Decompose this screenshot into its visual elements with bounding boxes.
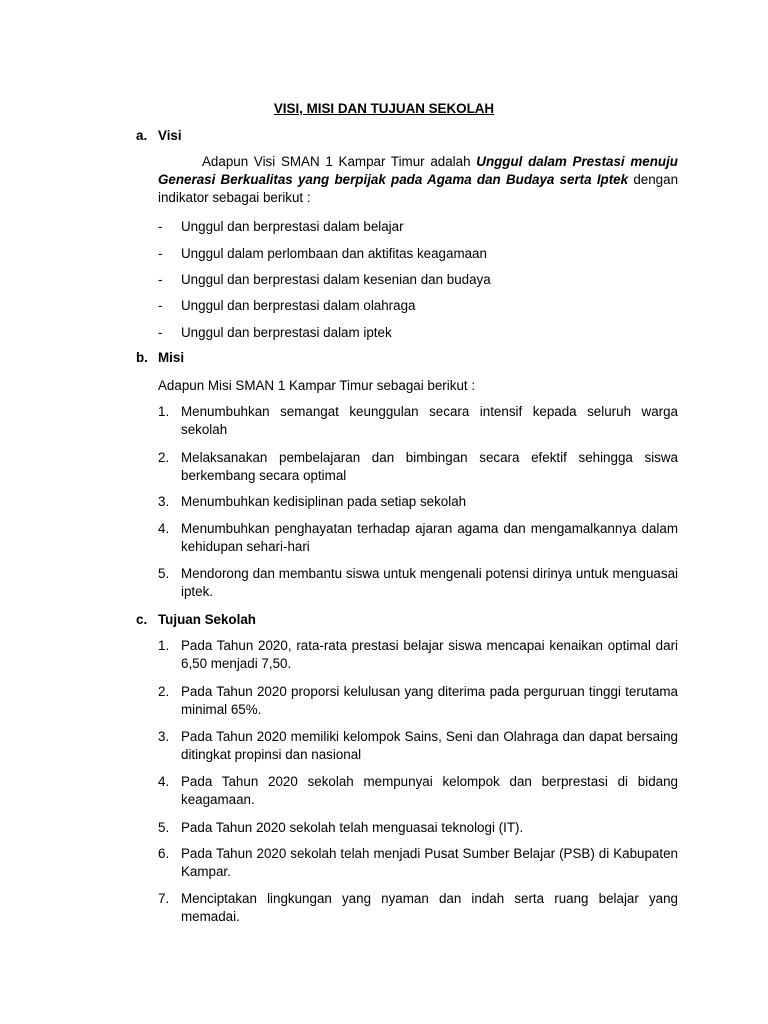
list-item (158, 271, 678, 289)
list-number: 2. (158, 684, 170, 699)
list-item (158, 449, 678, 485)
section-heading-visi (136, 127, 182, 145)
list-number: 1. (158, 404, 170, 419)
list-item-text: Pada Tahun 2020 sekolah mempunyai kelompok dan berprestasi di bidang keagamaan. (181, 774, 678, 807)
list-number: 5. (158, 566, 170, 581)
list-number: 3. (158, 729, 170, 744)
list-number: 3. (158, 494, 170, 509)
list-item (158, 819, 678, 837)
visi-intro-text: Adapun Visi SMAN 1 Kampar Timur adalah (202, 154, 477, 169)
list-item-text: Menumbuhkan semangat keunggulan secara intensif kepada seluruh warga sekolah (181, 404, 678, 437)
list-item (158, 845, 678, 881)
list-item-text: Menciptakan lingkungan yang nyaman dan indah serta ruang belajar yang memadai. (181, 891, 678, 924)
list-item-text: Menumbuhkan penghayatan terhadap ajaran agama dan mengamalkannya dalam kehidupan sehari-hari (181, 521, 678, 554)
list-item-text: Unggul dan berprestasi dalam belajar (181, 219, 404, 234)
section-title: Tujuan Sekolah (158, 612, 256, 627)
list-item (158, 493, 678, 511)
list-item (158, 683, 678, 719)
section-title: Visi (158, 128, 182, 143)
list-item-text: Menumbuhkan kedisiplinan pada setiap sekolah (181, 494, 467, 509)
list-item-text: Pada Tahun 2020 sekolah telah menguasai teknologi (IT). (181, 820, 524, 835)
bullet-marker: - (158, 272, 163, 287)
list-item-text: Unggul dan berprestasi dalam kesenian dan budaya (181, 272, 491, 287)
list-item-text: Pada Tahun 2020, rata-rata prestasi belajar siswa mencapai kenaikan optimal dari 6,50 menjadi 7,50. (181, 638, 678, 671)
list-item (158, 297, 678, 315)
bullet-marker: - (158, 246, 163, 261)
list-item-text: Unggul dan berprestasi dalam olahraga (181, 298, 416, 313)
bullet-marker: - (158, 219, 163, 234)
section-letter: b. (136, 350, 148, 365)
page-title: VISI, MISI DAN TUJUAN SEKOLAH (273, 101, 495, 116)
list-item-text: Melaksanakan pembelajaran dan bimbingan secara efektif sehingga siswa berkembang secara optimal (181, 450, 678, 483)
list-number: 1. (158, 638, 170, 653)
visi-intro-paragraph (158, 153, 678, 207)
list-item-text: Pada Tahun 2020 memiliki kelompok Sains, Seni dan Olahraga dan dapat bersaing ditingkat propinsi dan nasional (181, 729, 678, 762)
list-item-text: Unggul dalam perlombaan dan aktifitas keagamaan (181, 246, 487, 261)
bullet-marker: - (158, 325, 163, 340)
list-number: 7. (158, 891, 170, 906)
section-title: Misi (158, 350, 185, 365)
list-item-text: Unggul dan berprestasi dalam iptek (181, 325, 392, 340)
bullet-marker: - (158, 298, 163, 313)
section-heading-misi (136, 349, 184, 367)
list-number: 4. (158, 521, 170, 536)
list-number: 4. (158, 774, 170, 789)
list-item-text: Pada Tahun 2020 sekolah telah menjadi Pusat Sumber Belajar (PSB) di Kabupaten Kampar. (181, 846, 678, 879)
list-item (158, 637, 678, 673)
misi-intro-paragraph: Adapun Misi SMAN 1 Kampar Timur sebagai berikut : (158, 378, 476, 393)
list-item-text: Pada Tahun 2020 proporsi kelulusan yang diterima pada perguruan tinggi terutama minimal 65%. (181, 684, 678, 717)
list-number: 5. (158, 820, 170, 835)
list-item-text: Mendorong dan membantu siswa untuk mengenali potensi dirinya untuk menguasai iptek. (181, 566, 678, 599)
list-item (158, 245, 678, 263)
list-item (158, 520, 678, 556)
list-item (158, 773, 678, 809)
list-item (158, 890, 678, 926)
visi-statement: Unggul dalam Prestasi menuju Generasi Berkualitas yang berpijak pada Agama dan Budaya serta Iptek (158, 154, 678, 187)
section-heading-tujuan (136, 611, 256, 629)
list-item (158, 403, 678, 439)
list-item (158, 728, 678, 764)
list-item (158, 565, 678, 601)
list-number: 6. (158, 846, 170, 861)
list-item (158, 324, 678, 342)
list-item (158, 218, 678, 236)
section-letter: a. (136, 128, 148, 143)
list-number: 2. (158, 450, 170, 465)
section-letter: c. (136, 612, 148, 627)
visi-intro-tail: dengan indikator sebagai berikut : (158, 172, 679, 205)
